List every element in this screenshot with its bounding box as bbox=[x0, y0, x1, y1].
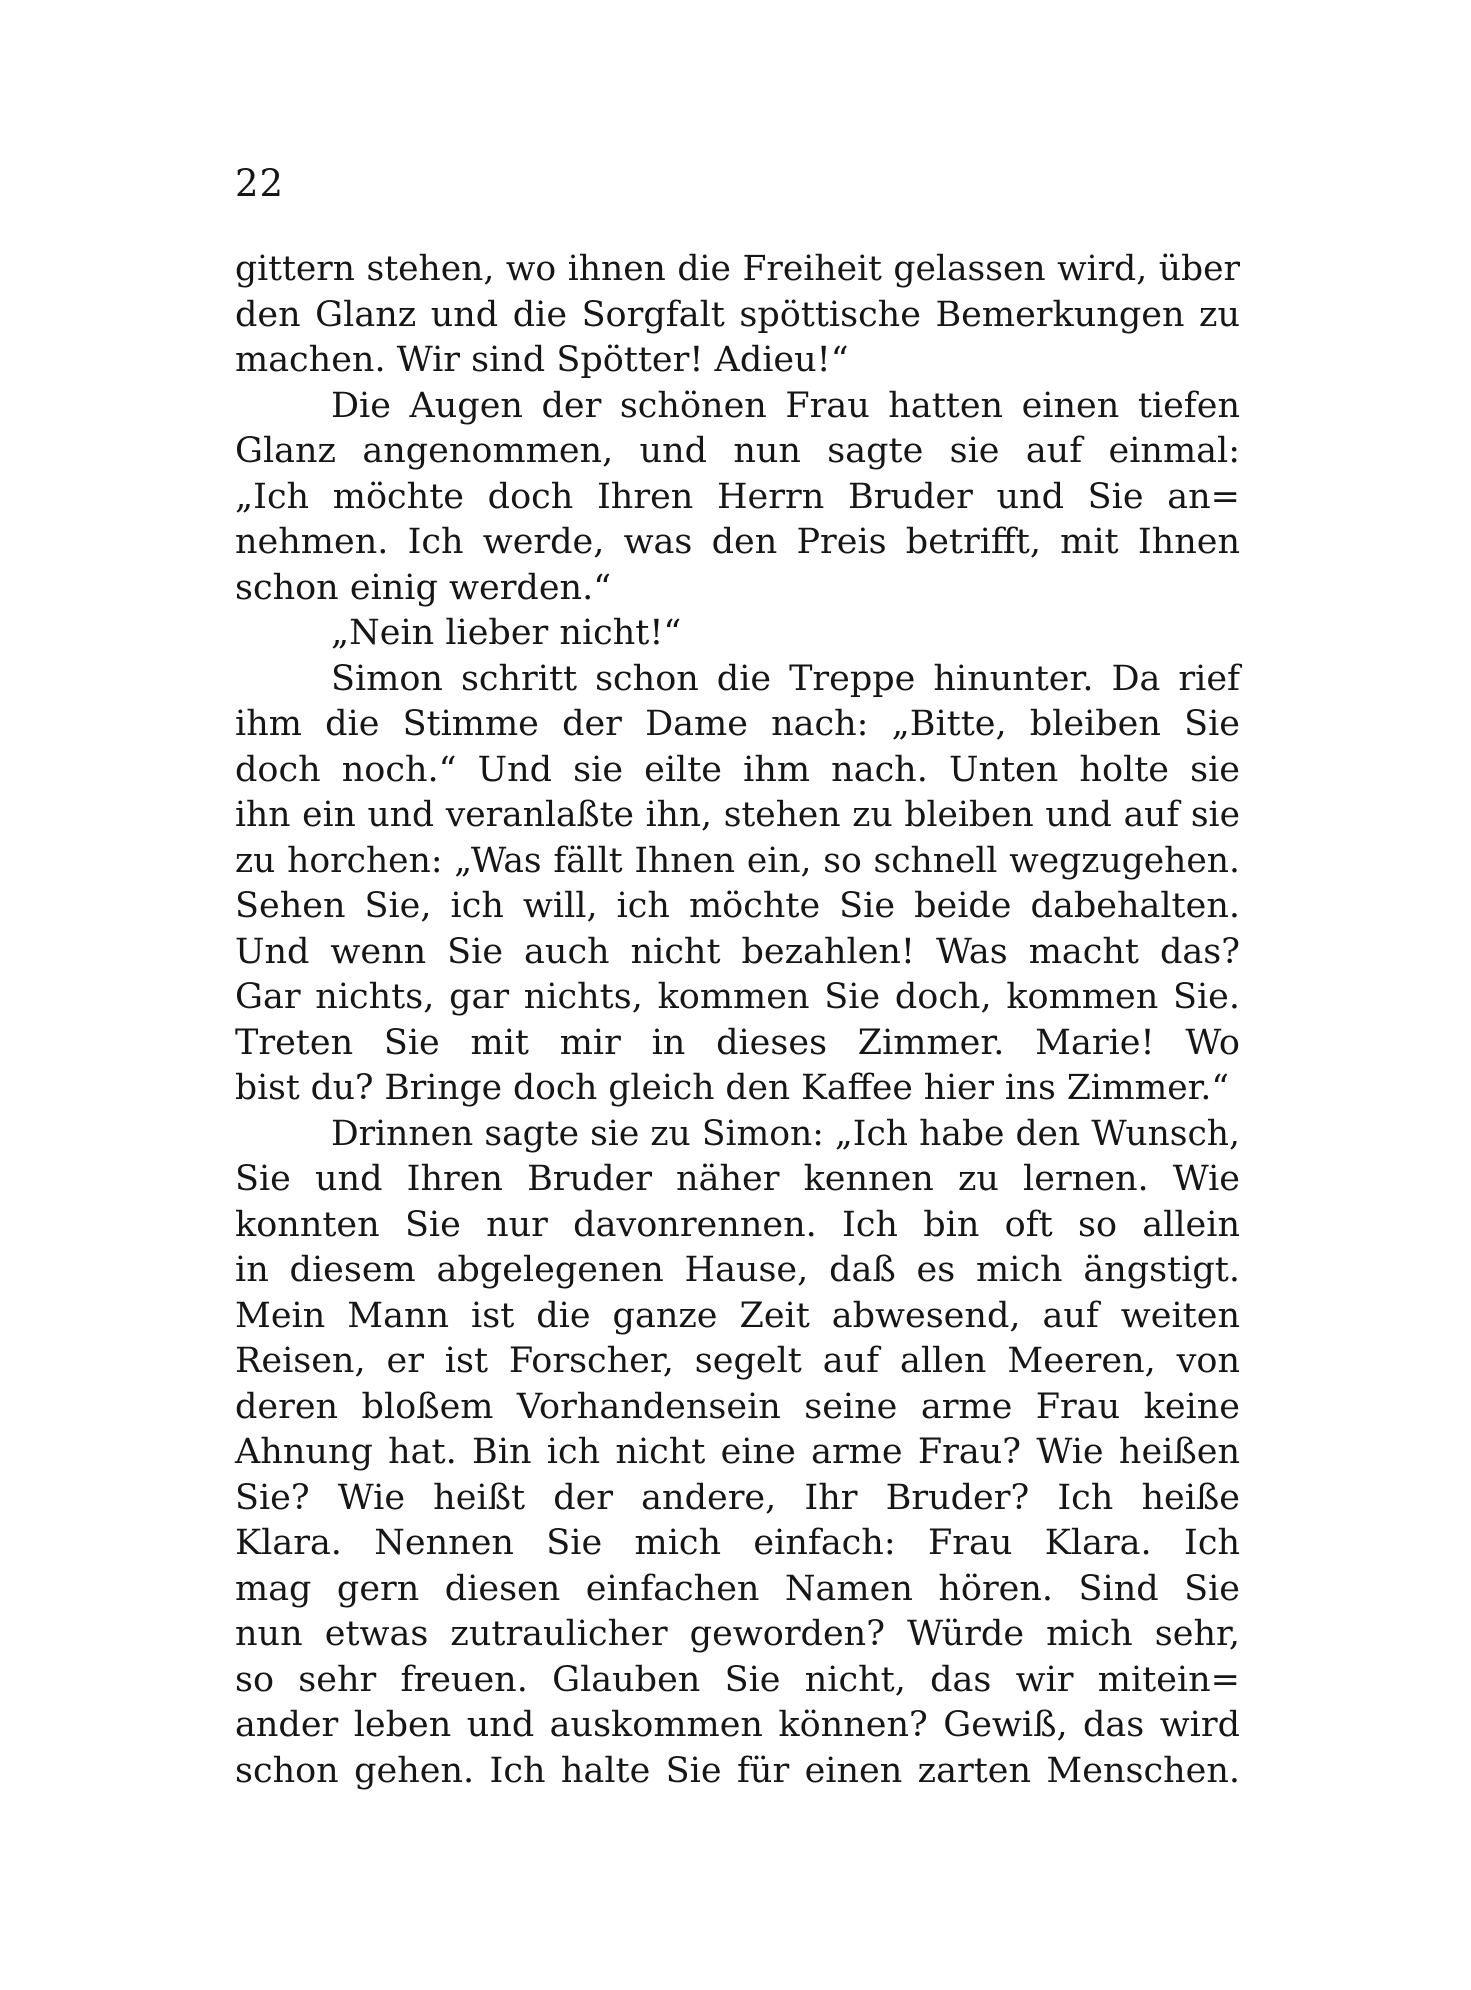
text-line: bist du? Bringe doch gleich den Kaffee hier ins Zimmer.“ bbox=[235, 1068, 1229, 1108]
text-line: Reisen, er ist Forscher, segelt auf allen Meeren, von bbox=[235, 1341, 1240, 1381]
text-line: Sehen Sie, ich will, ich möchte Sie beide dabehalten. bbox=[235, 886, 1240, 926]
text-line: so sehr freuen. Glauben Sie nicht, das wir mitein= bbox=[235, 1659, 1240, 1700]
text-line: mag gern diesen einfachen Namen hören. Sind Sie bbox=[235, 1568, 1240, 1609]
text-line: zu horchen: „Was fällt Ihnen ein, so schnell wegzugehen. bbox=[235, 840, 1240, 881]
text-line: doch noch.“ Und sie eilte ihm nach. Unten holte sie bbox=[235, 749, 1240, 790]
text-line: Simon schritt schon die Treppe hinunter. Da rief bbox=[331, 658, 1240, 699]
text-line: deren bloßem Vorhandensein seine arme Frau keine bbox=[235, 1386, 1240, 1427]
text-line: konnten Sie nur davonrennen. Ich bin oft so allein bbox=[235, 1204, 1240, 1245]
text-line: ander leben und auskommen können? Gewiß, das wird bbox=[235, 1705, 1240, 1745]
text-line: schon einig werden.“ bbox=[235, 567, 612, 608]
text-line: Glanz angenommen, und nun sagte sie auf einmal: bbox=[235, 431, 1240, 471]
text-line: Sie und Ihren Bruder näher kennen zu lernen. Wie bbox=[235, 1159, 1240, 1199]
text-line: in diesem abgelegenen Hause, daß es mich ängstigt. bbox=[235, 1250, 1240, 1290]
text-line: Ahnung hat. Bin ich nicht eine arme Frau? Wie heißen bbox=[235, 1432, 1240, 1472]
body-text bbox=[235, 247, 1240, 1794]
text-line: nehmen. Ich werde, was den Preis betrifft, mit Ihnen bbox=[235, 522, 1240, 562]
text-line: schon gehen. Ich halte Sie für einen zarten Menschen. bbox=[235, 1750, 1240, 1791]
text-line: den Glanz und die Sorgfalt spöttische Bemerkungen zu bbox=[235, 294, 1240, 335]
text-line: gittern stehen, wo ihnen die Freiheit gelassen wird, über bbox=[235, 249, 1240, 289]
text-line: Sie? Wie heißt der andere, Ihr Bruder? Ich heiße bbox=[235, 1477, 1240, 1518]
text-line: „Ich möchte doch Ihren Herrn Bruder und Sie an= bbox=[235, 476, 1240, 517]
page-number: 22 bbox=[235, 162, 285, 205]
text-line: Treten Sie mit mir in dieses Zimmer. Marie! Wo bbox=[235, 1022, 1240, 1063]
text-line: Mein Mann ist die ganze Zeit abwesend, auf weiten bbox=[235, 1295, 1240, 1336]
text-line: Und wenn Sie auch nicht bezahlen! Was macht das? bbox=[235, 931, 1240, 972]
text-line: Klara. Nennen Sie mich einfach: Frau Klara. Ich bbox=[235, 1523, 1240, 1563]
text-line: nun etwas zutraulicher geworden? Würde mich sehr, bbox=[235, 1614, 1240, 1654]
text-line: ihn ein und veranlaßte ihn, stehen zu bleiben und auf sie bbox=[235, 795, 1240, 835]
text-line: ihm die Stimme der Dame nach: „Bitte, bleiben Sie bbox=[235, 704, 1240, 744]
text-line: Gar nichts, gar nichts, kommen Sie doch, kommen Sie. bbox=[235, 977, 1240, 1017]
text-line: Drinnen sagte sie zu Simon: „Ich habe den Wunsch, bbox=[331, 1113, 1240, 1154]
text-line: machen. Wir sind Spötter! Adieu!“ bbox=[235, 340, 849, 380]
text-line: Die Augen der schönen Frau hatten einen tiefen bbox=[331, 385, 1240, 426]
text-line: „Nein lieber nicht!“ bbox=[331, 613, 682, 653]
